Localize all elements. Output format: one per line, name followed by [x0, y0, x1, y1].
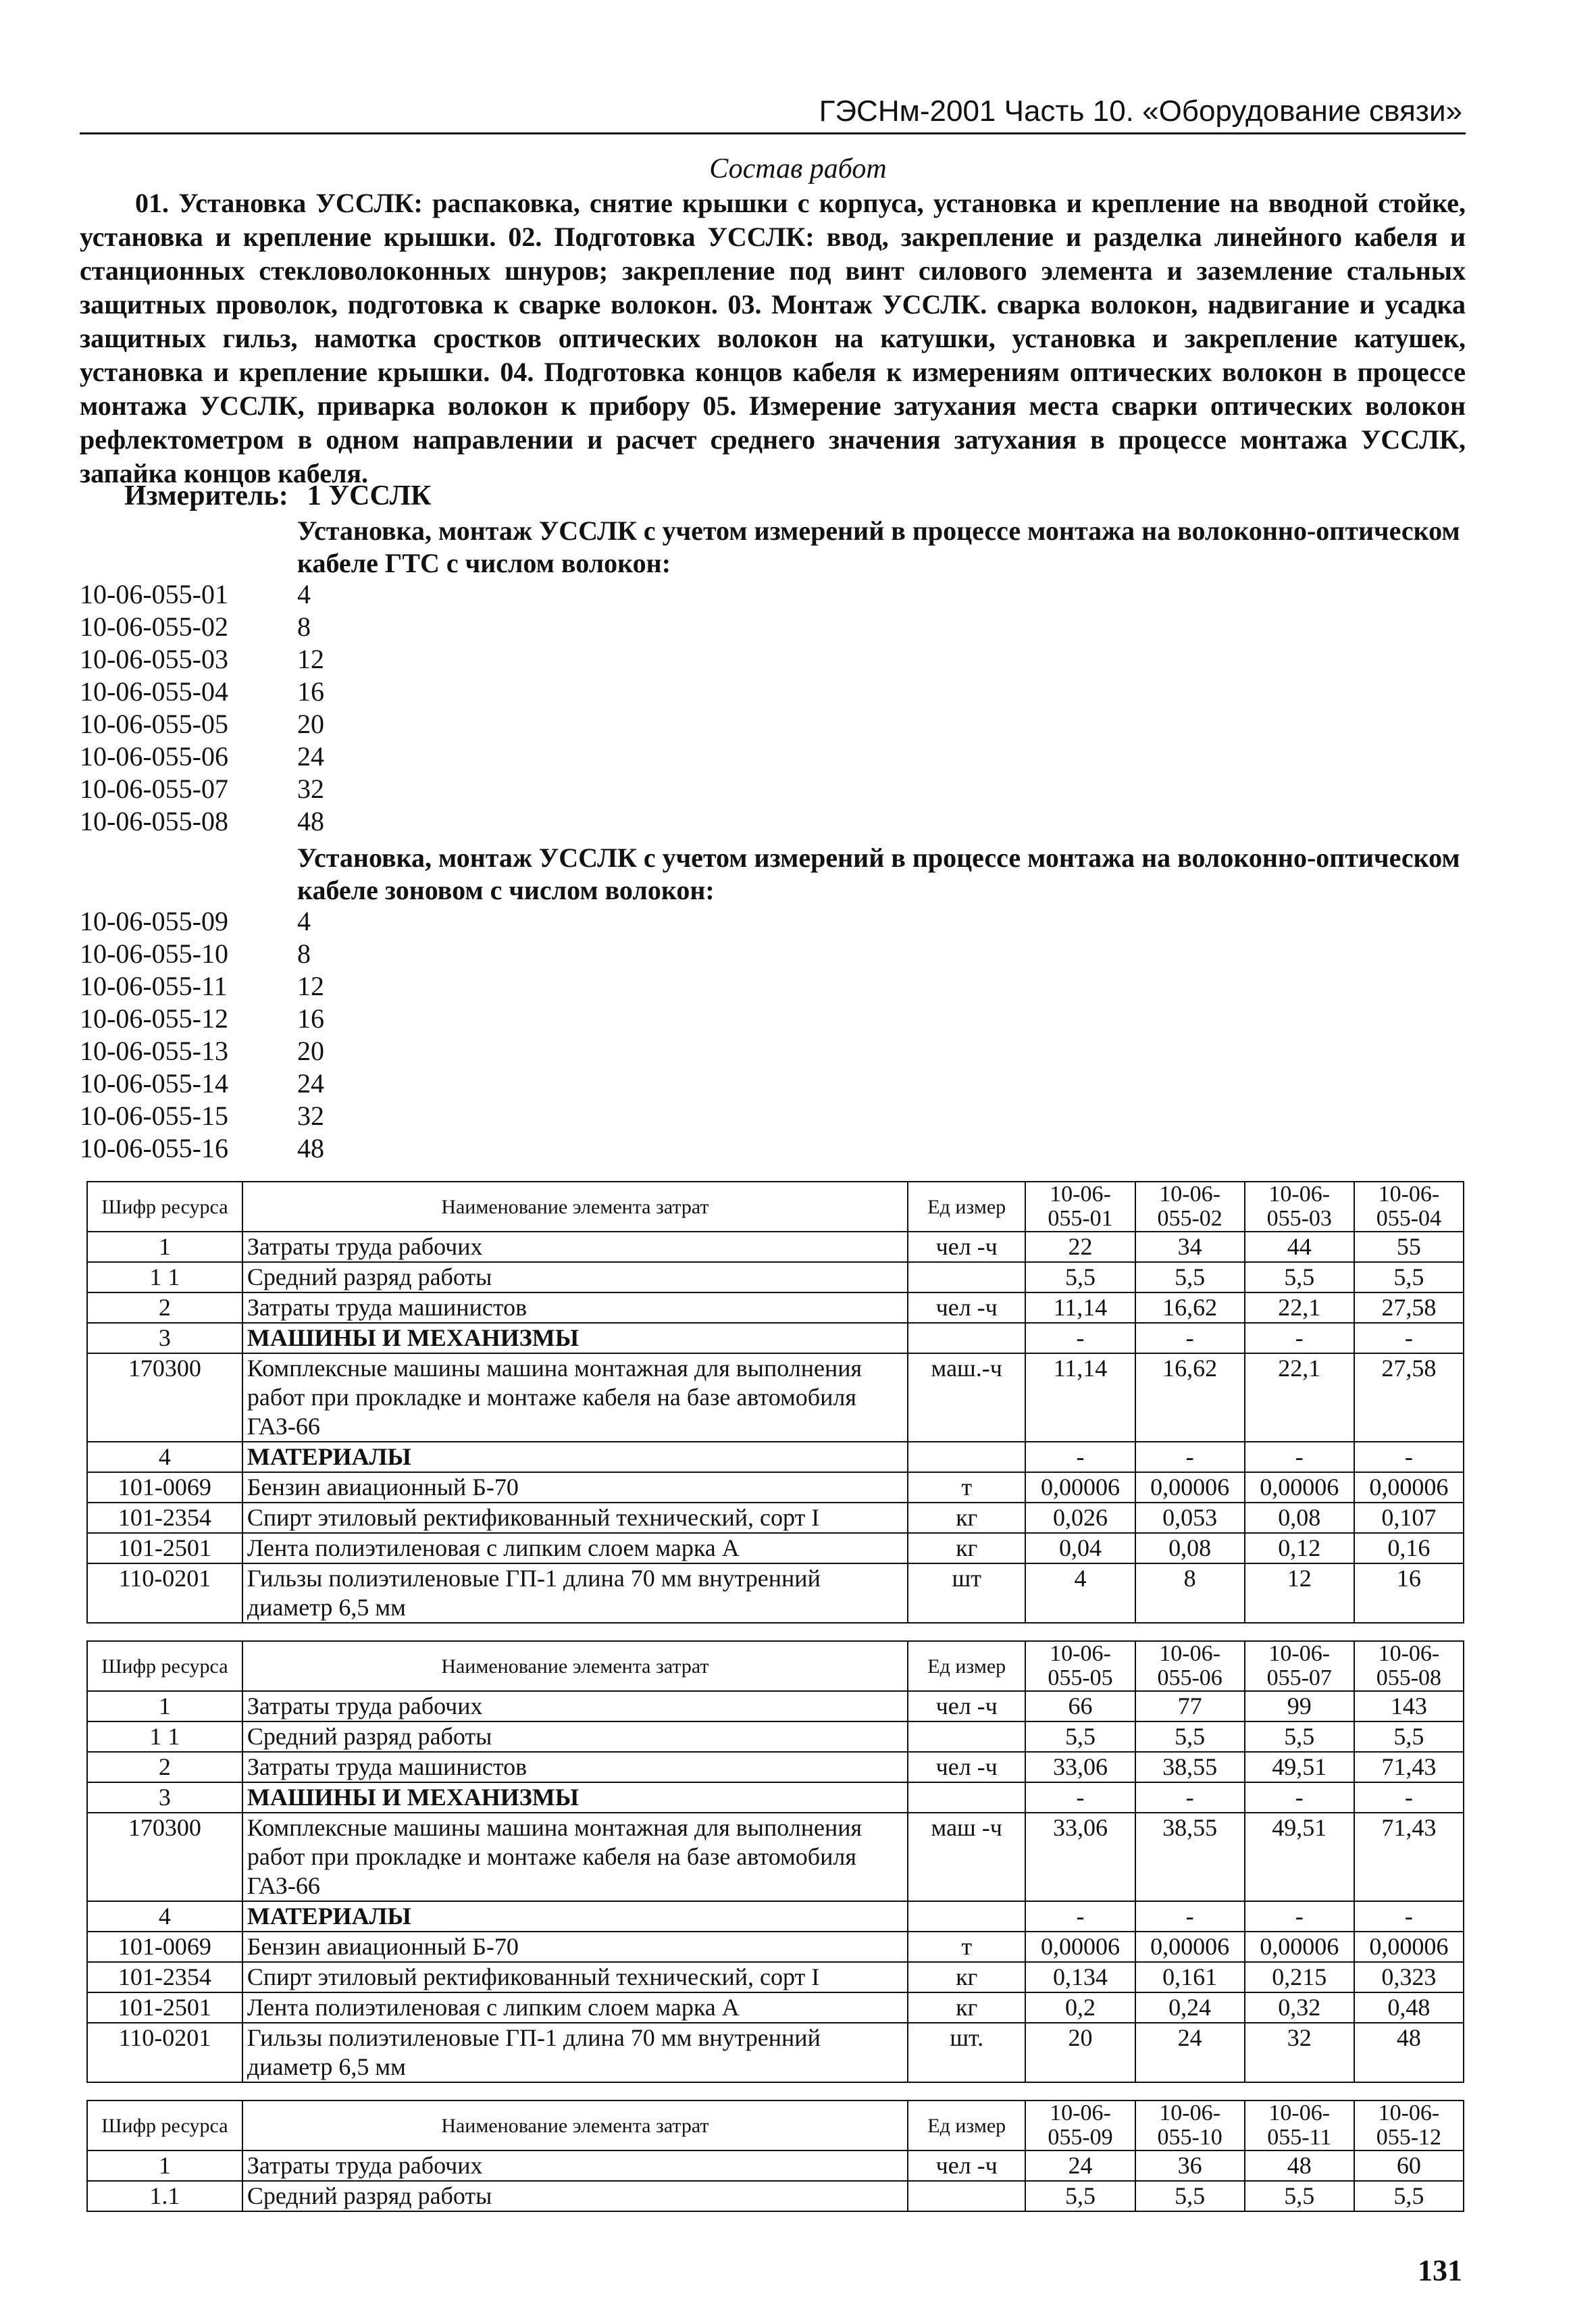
resource-value: 5,5: [1025, 2181, 1135, 2211]
resource-code: 101-2354: [87, 1962, 242, 1992]
resource-unit: кг: [908, 1992, 1025, 2023]
header-name: Наименование элемента затрат: [242, 1182, 908, 1232]
resource-unit: маш.-ч: [908, 1353, 1025, 1442]
resource-code: 4: [87, 1901, 242, 1932]
header-col: 10-06-055-09: [1025, 2101, 1135, 2150]
table-header-row: [87, 1182, 1464, 1232]
table-row: [87, 1353, 1464, 1442]
resource-value: -: [1025, 1901, 1135, 1932]
resource-name: Спирт этиловый ректификованный технический, сорт I: [242, 1503, 908, 1533]
norm-code: 10-06-055-04: [80, 676, 228, 707]
fiber-count: 12: [297, 644, 324, 674]
resource-value: -: [1025, 1782, 1135, 1813]
resource-code: 3: [87, 1782, 242, 1813]
resource-value: 20: [1025, 2023, 1135, 2082]
resource-value: 5,5: [1245, 1262, 1354, 1292]
measure-value: 1 УССЛК: [307, 480, 432, 511]
norm-code: 10-06-055-13: [80, 1036, 228, 1066]
resource-name: Затраты труда рабочих: [242, 1691, 908, 1721]
resource-value: 12: [1245, 1563, 1354, 1623]
code-list-item: [80, 773, 324, 805]
code-list-item: [80, 1035, 324, 1067]
norm-code: 10-06-055-10: [80, 938, 228, 969]
resource-name: Затраты труда машинистов: [242, 1292, 908, 1323]
resource-name: Бензин авиационный Б-70: [242, 1932, 908, 1962]
resource-value: 0,12: [1245, 1533, 1354, 1563]
header-code: Шифр ресурса: [87, 1182, 242, 1232]
resource-value: 5,5: [1135, 2181, 1245, 2211]
resource-value: 16,62: [1135, 1353, 1245, 1442]
resource-value: 8: [1135, 1563, 1245, 1623]
resource-value: 0,134: [1025, 1962, 1135, 1992]
fiber-count: 8: [297, 938, 311, 969]
resource-unit: кг: [908, 1533, 1025, 1563]
code-list-item: [80, 643, 324, 676]
code-list-item: [80, 970, 324, 1003]
header-col: 10-06-055-01: [1025, 1182, 1135, 1232]
resource-value: 22,1: [1245, 1353, 1354, 1442]
table-row: [87, 1932, 1464, 1962]
norm-code: 10-06-055-05: [80, 709, 228, 739]
resource-value: -: [1245, 1782, 1354, 1813]
table-row: [87, 1721, 1464, 1752]
resource-code: 4: [87, 1442, 242, 1472]
header-name: Наименование элемента затрат: [242, 1641, 908, 1691]
header-code: Шифр ресурса: [87, 2101, 242, 2150]
resource-value: 48: [1354, 2023, 1464, 2082]
fiber-count: 48: [297, 1133, 324, 1163]
resource-value: 32: [1245, 2023, 1354, 2082]
group1-title: Установка, монтаж УССЛК с учетом измерений в процессе монтажа на волоконно-оптическом кабеле ГТС с числом волокон:: [297, 515, 1460, 578]
code-list-item: [80, 805, 324, 838]
resource-value: 38,55: [1135, 1752, 1245, 1782]
table-header-row: [87, 1641, 1464, 1691]
fiber-count: 16: [297, 1003, 324, 1034]
table-row: [87, 1691, 1464, 1721]
measure-line: [124, 480, 432, 512]
code-list-item: [80, 1067, 324, 1100]
fiber-count: 24: [297, 1068, 324, 1099]
header-name: Наименование элемента затрат: [242, 2101, 908, 2150]
resource-unit: чел -ч: [908, 1232, 1025, 1262]
resource-unit: чел -ч: [908, 2150, 1025, 2181]
table-header-row: [87, 2101, 1464, 2150]
header-col: 10-06-055-07: [1245, 1641, 1354, 1691]
resource-unit: [908, 1901, 1025, 1932]
resource-value: 0,00006: [1354, 1472, 1464, 1503]
resource-unit: [908, 2181, 1025, 2211]
resource-value: 5,5: [1354, 1262, 1464, 1292]
table-row: [87, 1962, 1464, 1992]
norm-code: 10-06-055-01: [80, 579, 228, 609]
resource-value: 143: [1354, 1691, 1464, 1721]
header-col: 10-06-055-05: [1025, 1641, 1135, 1691]
resource-value: 60: [1354, 2150, 1464, 2181]
resource-name: Гильзы полиэтиленовые ГП-1 длина 70 мм внутренний диаметр 6,5 мм: [242, 2023, 908, 2082]
resource-code: 1: [87, 2150, 242, 2181]
header-col: 10-06-055-04: [1354, 1182, 1464, 1232]
code-list-item: [80, 578, 324, 611]
resource-unit: чел -ч: [908, 1691, 1025, 1721]
table-row: [87, 1442, 1464, 1472]
fiber-count: 24: [297, 741, 324, 772]
resource-value: 0,161: [1135, 1962, 1245, 1992]
resource-value: 16: [1354, 1563, 1464, 1623]
code-list-item: [80, 740, 324, 773]
code-list-item: [80, 905, 324, 938]
table-row: [87, 1472, 1464, 1503]
resource-unit: шт: [908, 1563, 1025, 1623]
code-list-item: [80, 611, 324, 643]
resource-value: 16,62: [1135, 1292, 1245, 1323]
resource-name: Лента полиэтиленовая с липким слоем марка А: [242, 1533, 908, 1563]
resource-value: 0,16: [1354, 1533, 1464, 1563]
resource-name: Комплексные машины машина монтажная для выполнения работ при прокладке и монтаже кабеля на базе автомобиля ГАЗ-66: [242, 1353, 908, 1442]
resource-value: 5,5: [1245, 1721, 1354, 1752]
resource-value: 49,51: [1245, 1813, 1354, 1901]
resource-name: Средний разряд работы: [242, 1721, 908, 1752]
resource-value: 0,04: [1025, 1533, 1135, 1563]
norm-code: 10-06-055-11: [80, 971, 228, 1001]
resource-code: 1: [87, 1232, 242, 1262]
resource-value: 0,00006: [1025, 1932, 1135, 1962]
group2-code-list: [80, 905, 324, 1165]
norm-code: 10-06-055-06: [80, 741, 228, 772]
norm-code: 10-06-055-03: [80, 644, 228, 674]
table-row: [87, 1782, 1464, 1813]
header-unit: Ед измер: [908, 1641, 1025, 1691]
header-col: 10-06-055-08: [1354, 1641, 1464, 1691]
resource-value: 99: [1245, 1691, 1354, 1721]
table-row: [87, 1503, 1464, 1533]
fiber-count: 48: [297, 806, 324, 836]
resource-value: 36: [1135, 2150, 1245, 2181]
table-row: [87, 1262, 1464, 1292]
resource-value: 0,32: [1245, 1992, 1354, 2023]
cost-table-3: [86, 2100, 1464, 2212]
resource-code: 3: [87, 1323, 242, 1353]
resource-value: 0,00006: [1025, 1472, 1135, 1503]
resource-value: -: [1135, 1782, 1245, 1813]
table-row: [87, 1992, 1464, 2023]
resource-name: Затраты труда машинистов: [242, 1752, 908, 1782]
resource-code: 101-0069: [87, 1932, 242, 1962]
resource-value: 0,107: [1354, 1503, 1464, 1533]
fiber-count: 32: [297, 774, 324, 804]
resource-code: 170300: [87, 1813, 242, 1901]
cost-table-1: [86, 1181, 1464, 1624]
resource-value: 5,5: [1135, 1721, 1245, 1752]
resource-value: 5,5: [1025, 1262, 1135, 1292]
resource-value: 0,48: [1354, 1992, 1464, 2023]
resource-value: 0,026: [1025, 1503, 1135, 1533]
table-row: [87, 2023, 1464, 2082]
running-head: ГЭСНм-2001 Часть 10. «Оборудование связи»: [819, 95, 1462, 128]
resource-unit: [908, 1782, 1025, 1813]
norm-code: 10-06-055-09: [80, 906, 228, 936]
resource-value: 38,55: [1135, 1813, 1245, 1901]
header-col: 10-06-055-11: [1245, 2101, 1354, 2150]
table-row: [87, 1813, 1464, 1901]
code-list-item: [80, 938, 324, 970]
resource-name: МАШИНЫ И МЕХАНИЗМЫ: [242, 1323, 908, 1353]
resource-value: -: [1025, 1442, 1135, 1472]
resource-name: Спирт этиловый ректификованный технический, сорт I: [242, 1962, 908, 1992]
resource-value: 71,43: [1354, 1752, 1464, 1782]
fiber-count: 20: [297, 709, 324, 739]
resource-name: Лента полиэтиленовая с липким слоем марка А: [242, 1992, 908, 2023]
resource-unit: т: [908, 1932, 1025, 1962]
resource-value: -: [1354, 1442, 1464, 1472]
table-row: [87, 1533, 1464, 1563]
group2-title: Установка, монтаж УССЛК с учетом измерений в процессе монтажа на волоконно-оптическом кабеле зоновом с числом волокон:: [297, 842, 1460, 905]
resource-value: 33,06: [1025, 1752, 1135, 1782]
fiber-count: 8: [297, 611, 311, 642]
resource-unit: чел -ч: [908, 1752, 1025, 1782]
table-row: [87, 1292, 1464, 1323]
header-unit: Ед измер: [908, 1182, 1025, 1232]
norm-code: 10-06-055-15: [80, 1101, 228, 1131]
resource-code: 110-0201: [87, 2023, 242, 2082]
resource-value: 4: [1025, 1563, 1135, 1623]
cost-table-2: [86, 1640, 1464, 2083]
resource-value: -: [1245, 1442, 1354, 1472]
resource-value: 11,14: [1025, 1353, 1135, 1442]
resource-value: 5,5: [1354, 1721, 1464, 1752]
norm-code: 10-06-055-02: [80, 611, 228, 642]
resource-unit: кг: [908, 1503, 1025, 1533]
resource-value: 0,00006: [1245, 1932, 1354, 1962]
resource-value: 5,5: [1354, 2181, 1464, 2211]
resource-value: 5,5: [1135, 1262, 1245, 1292]
header-code: Шифр ресурса: [87, 1641, 242, 1691]
norm-code: 10-06-055-12: [80, 1003, 228, 1034]
resource-unit: шт.: [908, 2023, 1025, 2082]
table-row: [87, 1901, 1464, 1932]
resource-name: Комплексные машины машина монтажная для выполнения работ при прокладке и монтаже кабеля на базе автомобиля ГАЗ-66: [242, 1813, 908, 1901]
resource-value: -: [1354, 1901, 1464, 1932]
resource-code: 101-2501: [87, 1992, 242, 2023]
table-row: [87, 1752, 1464, 1782]
header-col: 10-06-055-02: [1135, 1182, 1245, 1232]
table-row: [87, 1232, 1464, 1262]
resource-code: 101-0069: [87, 1472, 242, 1503]
fiber-count: 4: [297, 579, 311, 609]
norm-code: 10-06-055-07: [80, 774, 228, 804]
page-number: 131: [1418, 2254, 1462, 2287]
resource-code: 170300: [87, 1353, 242, 1442]
section-title: Состав работ: [709, 153, 887, 184]
resource-value: -: [1354, 1323, 1464, 1353]
resource-name: Затраты труда рабочих: [242, 1232, 908, 1262]
resource-code: 101-2501: [87, 1533, 242, 1563]
resource-value: 0,323: [1354, 1962, 1464, 1992]
resource-value: 55: [1354, 1232, 1464, 1262]
resource-value: -: [1135, 1323, 1245, 1353]
resource-value: 44: [1245, 1232, 1354, 1262]
resource-code: 2: [87, 1752, 242, 1782]
resource-name: Затраты труда рабочих: [242, 2150, 908, 2181]
composition-text: [80, 186, 1466, 491]
resource-value: 0,00006: [1135, 1472, 1245, 1503]
resource-value: 27,58: [1354, 1292, 1464, 1323]
resource-unit: [908, 1721, 1025, 1752]
norm-code: 10-06-055-16: [80, 1133, 228, 1163]
norm-code: 10-06-055-08: [80, 806, 228, 836]
resource-value: 0,08: [1135, 1533, 1245, 1563]
header-unit: Ед измер: [908, 2101, 1025, 2150]
table-row: [87, 2150, 1464, 2181]
resource-code: 1 1: [87, 1262, 242, 1292]
resource-value: 22: [1025, 1232, 1135, 1262]
resource-value: -: [1245, 1323, 1354, 1353]
resource-value: 0,215: [1245, 1962, 1354, 1992]
resource-unit: чел -ч: [908, 1292, 1025, 1323]
resource-code: 110-0201: [87, 1563, 242, 1623]
resource-value: 48: [1245, 2150, 1354, 2181]
resource-value: 24: [1135, 2023, 1245, 2082]
resource-value: 0,24: [1135, 1992, 1245, 2023]
norm-code: 10-06-055-14: [80, 1068, 228, 1099]
resource-value: 0,00006: [1245, 1472, 1354, 1503]
resource-name: Средний разряд работы: [242, 2181, 908, 2211]
resource-value: 0,053: [1135, 1503, 1245, 1533]
resource-value: 0,00006: [1135, 1932, 1245, 1962]
resource-unit: [908, 1323, 1025, 1353]
resource-value: 5,5: [1025, 1721, 1135, 1752]
header-rule: [80, 132, 1466, 134]
code-list-item: [80, 1100, 324, 1132]
resource-name: Средний разряд работы: [242, 1262, 908, 1292]
resource-code: 2: [87, 1292, 242, 1323]
table-row: [87, 1323, 1464, 1353]
resource-name: Гильзы полиэтиленовые ГП-1 длина 70 мм внутренний диаметр 6,5 мм: [242, 1563, 908, 1623]
resource-value: 0,00006: [1354, 1932, 1464, 1962]
resource-code: 1.1: [87, 2181, 242, 2211]
resource-name: Бензин авиационный Б-70: [242, 1472, 908, 1503]
resource-value: 5,5: [1245, 2181, 1354, 2211]
resource-code: 1: [87, 1691, 242, 1721]
resource-value: 77: [1135, 1691, 1245, 1721]
fiber-count: 12: [297, 971, 324, 1001]
resource-unit: [908, 1262, 1025, 1292]
header-col: 10-06-055-06: [1135, 1641, 1245, 1691]
fiber-count: 4: [297, 906, 311, 936]
resource-value: -: [1354, 1782, 1464, 1813]
resource-value: -: [1135, 1442, 1245, 1472]
resource-value: 22,1: [1245, 1292, 1354, 1323]
resource-value: -: [1135, 1901, 1245, 1932]
fiber-count: 16: [297, 676, 324, 707]
resource-value: 66: [1025, 1691, 1135, 1721]
resource-unit: кг: [908, 1962, 1025, 1992]
code-list-item: [80, 1003, 324, 1035]
table-row: [87, 1563, 1464, 1623]
resource-value: 11,14: [1025, 1292, 1135, 1323]
header-col: 10-06-055-03: [1245, 1182, 1354, 1232]
resource-name: МАТЕРИАЛЫ: [242, 1901, 908, 1932]
resource-name: МАТЕРИАЛЫ: [242, 1442, 908, 1472]
fiber-count: 32: [297, 1101, 324, 1131]
resource-value: 27,58: [1354, 1353, 1464, 1442]
resource-unit: [908, 1442, 1025, 1472]
header-col: 10-06-055-12: [1354, 2101, 1464, 2150]
resource-unit: т: [908, 1472, 1025, 1503]
measure-label: Измеритель:: [124, 480, 288, 511]
resource-value: 0,08: [1245, 1503, 1354, 1533]
resource-value: 24: [1025, 2150, 1135, 2181]
code-list-item: [80, 676, 324, 708]
composition-paragraph: 01. Установка УССЛК: распаковка, снятие крышки с корпуса, установка и крепление на вводной стойке, установка и крепление крышки. 02. Подготовка УССЛК: ввод, закрепление и разделка линейного кабеля и станционных стекловолоконных шнуров; закрепление под винт силового элемента и заземление стальных защитных проволок, подготовка к сварке волокон. 03. Монтаж УССЛК. сварка волокон, надвигание и усадка защитных гильз, намотка сростков оптических волокон на катушки, установка и закрепление катушек, установка и крепление крышки. 04. Подготовка концов кабеля к измерениям оптических волокон в процессе монтажа УССЛК, приварка волокон к прибору 05. Измерение затухания места сварки оптических волокон рефлектометром в одном направлении и расчет среднего значения затухания в процессе монтажа УССЛК, запайка концов кабеля.: [80, 188, 1466, 488]
resource-value: 0,2: [1025, 1992, 1135, 2023]
resource-code: 1 1: [87, 1721, 242, 1752]
resource-code: 101-2354: [87, 1503, 242, 1533]
resource-value: 34: [1135, 1232, 1245, 1262]
resource-unit: маш -ч: [908, 1813, 1025, 1901]
resource-value: 49,51: [1245, 1752, 1354, 1782]
resource-name: МАШИНЫ И МЕХАНИЗМЫ: [242, 1782, 908, 1813]
resource-value: -: [1245, 1901, 1354, 1932]
group1-code-list: [80, 578, 324, 838]
resource-value: -: [1025, 1323, 1135, 1353]
fiber-count: 20: [297, 1036, 324, 1066]
code-list-item: [80, 708, 324, 740]
header-col: 10-06-055-10: [1135, 2101, 1245, 2150]
resource-value: 71,43: [1354, 1813, 1464, 1901]
code-list-item: [80, 1132, 324, 1165]
table-row: [87, 2181, 1464, 2211]
resource-value: 33,06: [1025, 1813, 1135, 1901]
